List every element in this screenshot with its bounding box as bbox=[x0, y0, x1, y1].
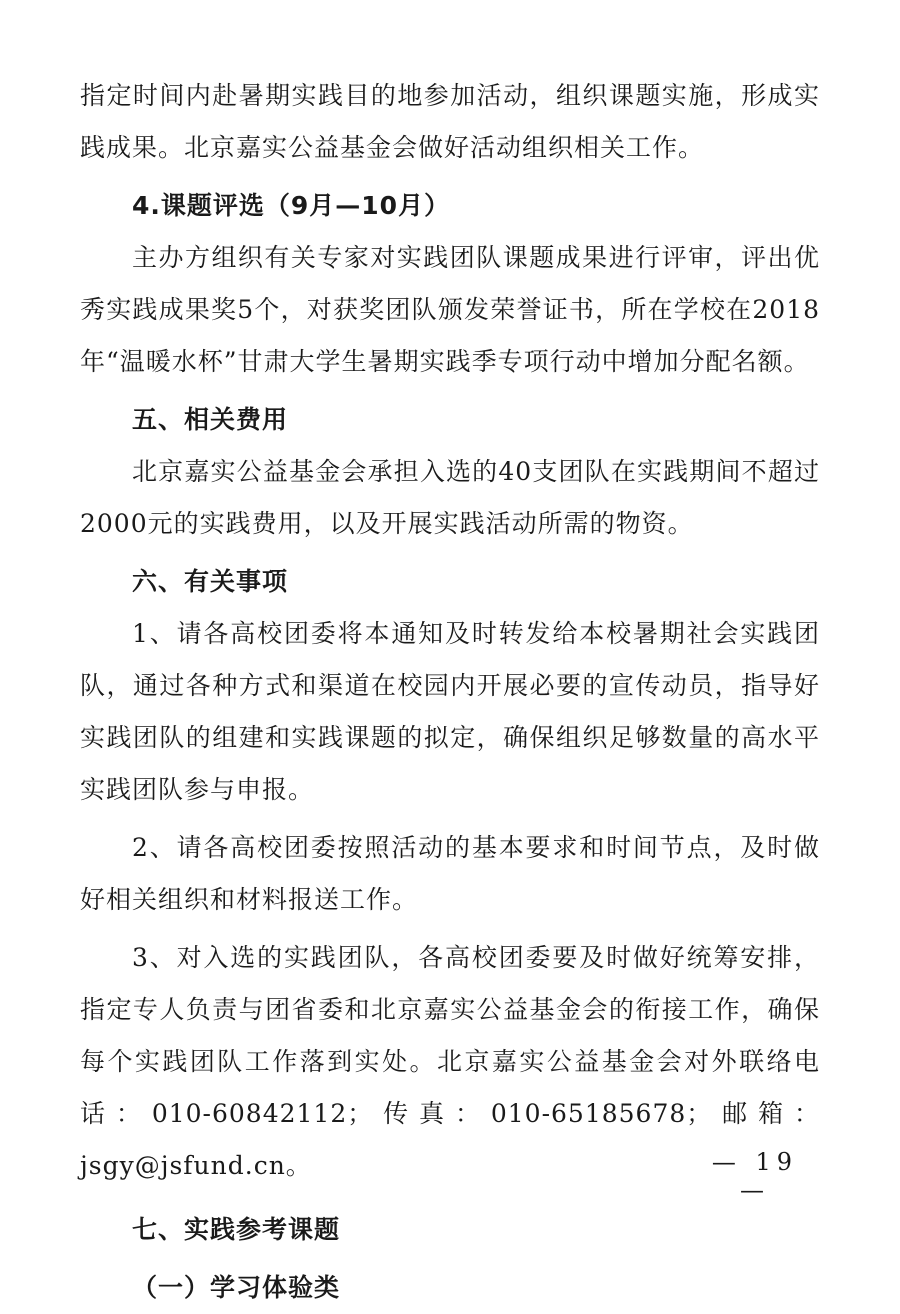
heading-learning-experience: （一）学习体验类 bbox=[132, 1273, 341, 1302]
heading-related-costs: 五、相关费用 bbox=[132, 405, 289, 434]
paragraph-topic-selection: 主办方组织有关专家对实践团队课题成果进行评审，评出优秀实践成果奖5个，对获奖团队颁发荣誉证书，所在学校在2018年“温暖水杯”甘肃大学生暑期实践季专项行动中增加分配名额。 bbox=[80, 243, 820, 376]
paragraph-matter-2: 2、请各高校团委按照活动的基本要求和时间节点，及时做好相关组织和材料报送工作。 bbox=[80, 833, 820, 914]
page-number: — 19 — bbox=[711, 1148, 799, 1204]
page-body bbox=[80, 70, 820, 1314]
heading-topic-selection: 4.课题评选（9月—10月） bbox=[132, 191, 451, 220]
paragraph-related-costs: 北京嘉实公益基金会承担入选的40支团队在实践期间不超过2000元的实践费用，以及开展实践活动所需的物资。 bbox=[80, 457, 820, 538]
paragraph-continued: 指定时间内赴暑期实践目的地参加活动，组织课题实施，形成实践成果。北京嘉实公益基金会做好活动组织相关工作。 bbox=[80, 81, 820, 162]
paragraph-matter-3: 3、对入选的实践团队，各高校团委要及时做好统筹安排，指定专人负责与团省委和北京嘉实公益基金会的衔接工作，确保每个实践团队工作落到实处。北京嘉实公益基金会对外联络电话：010-60842112；传真：010-65185678；邮箱：jsgy@jsfund.cn。 bbox=[80, 943, 820, 1180]
paragraph-matter-1: 1、请各高校团委将本通知及时转发给本校暑期社会实践团队，通过各种方式和渠道在校园内开展必要的宣传动员，指导好实践团队的组建和实践课题的拟定，确保组织足够数量的高水平实践团队参与申报。 bbox=[80, 619, 820, 804]
heading-reference-topics: 七、实践参考课题 bbox=[132, 1215, 341, 1244]
heading-related-matters: 六、有关事项 bbox=[132, 567, 289, 596]
